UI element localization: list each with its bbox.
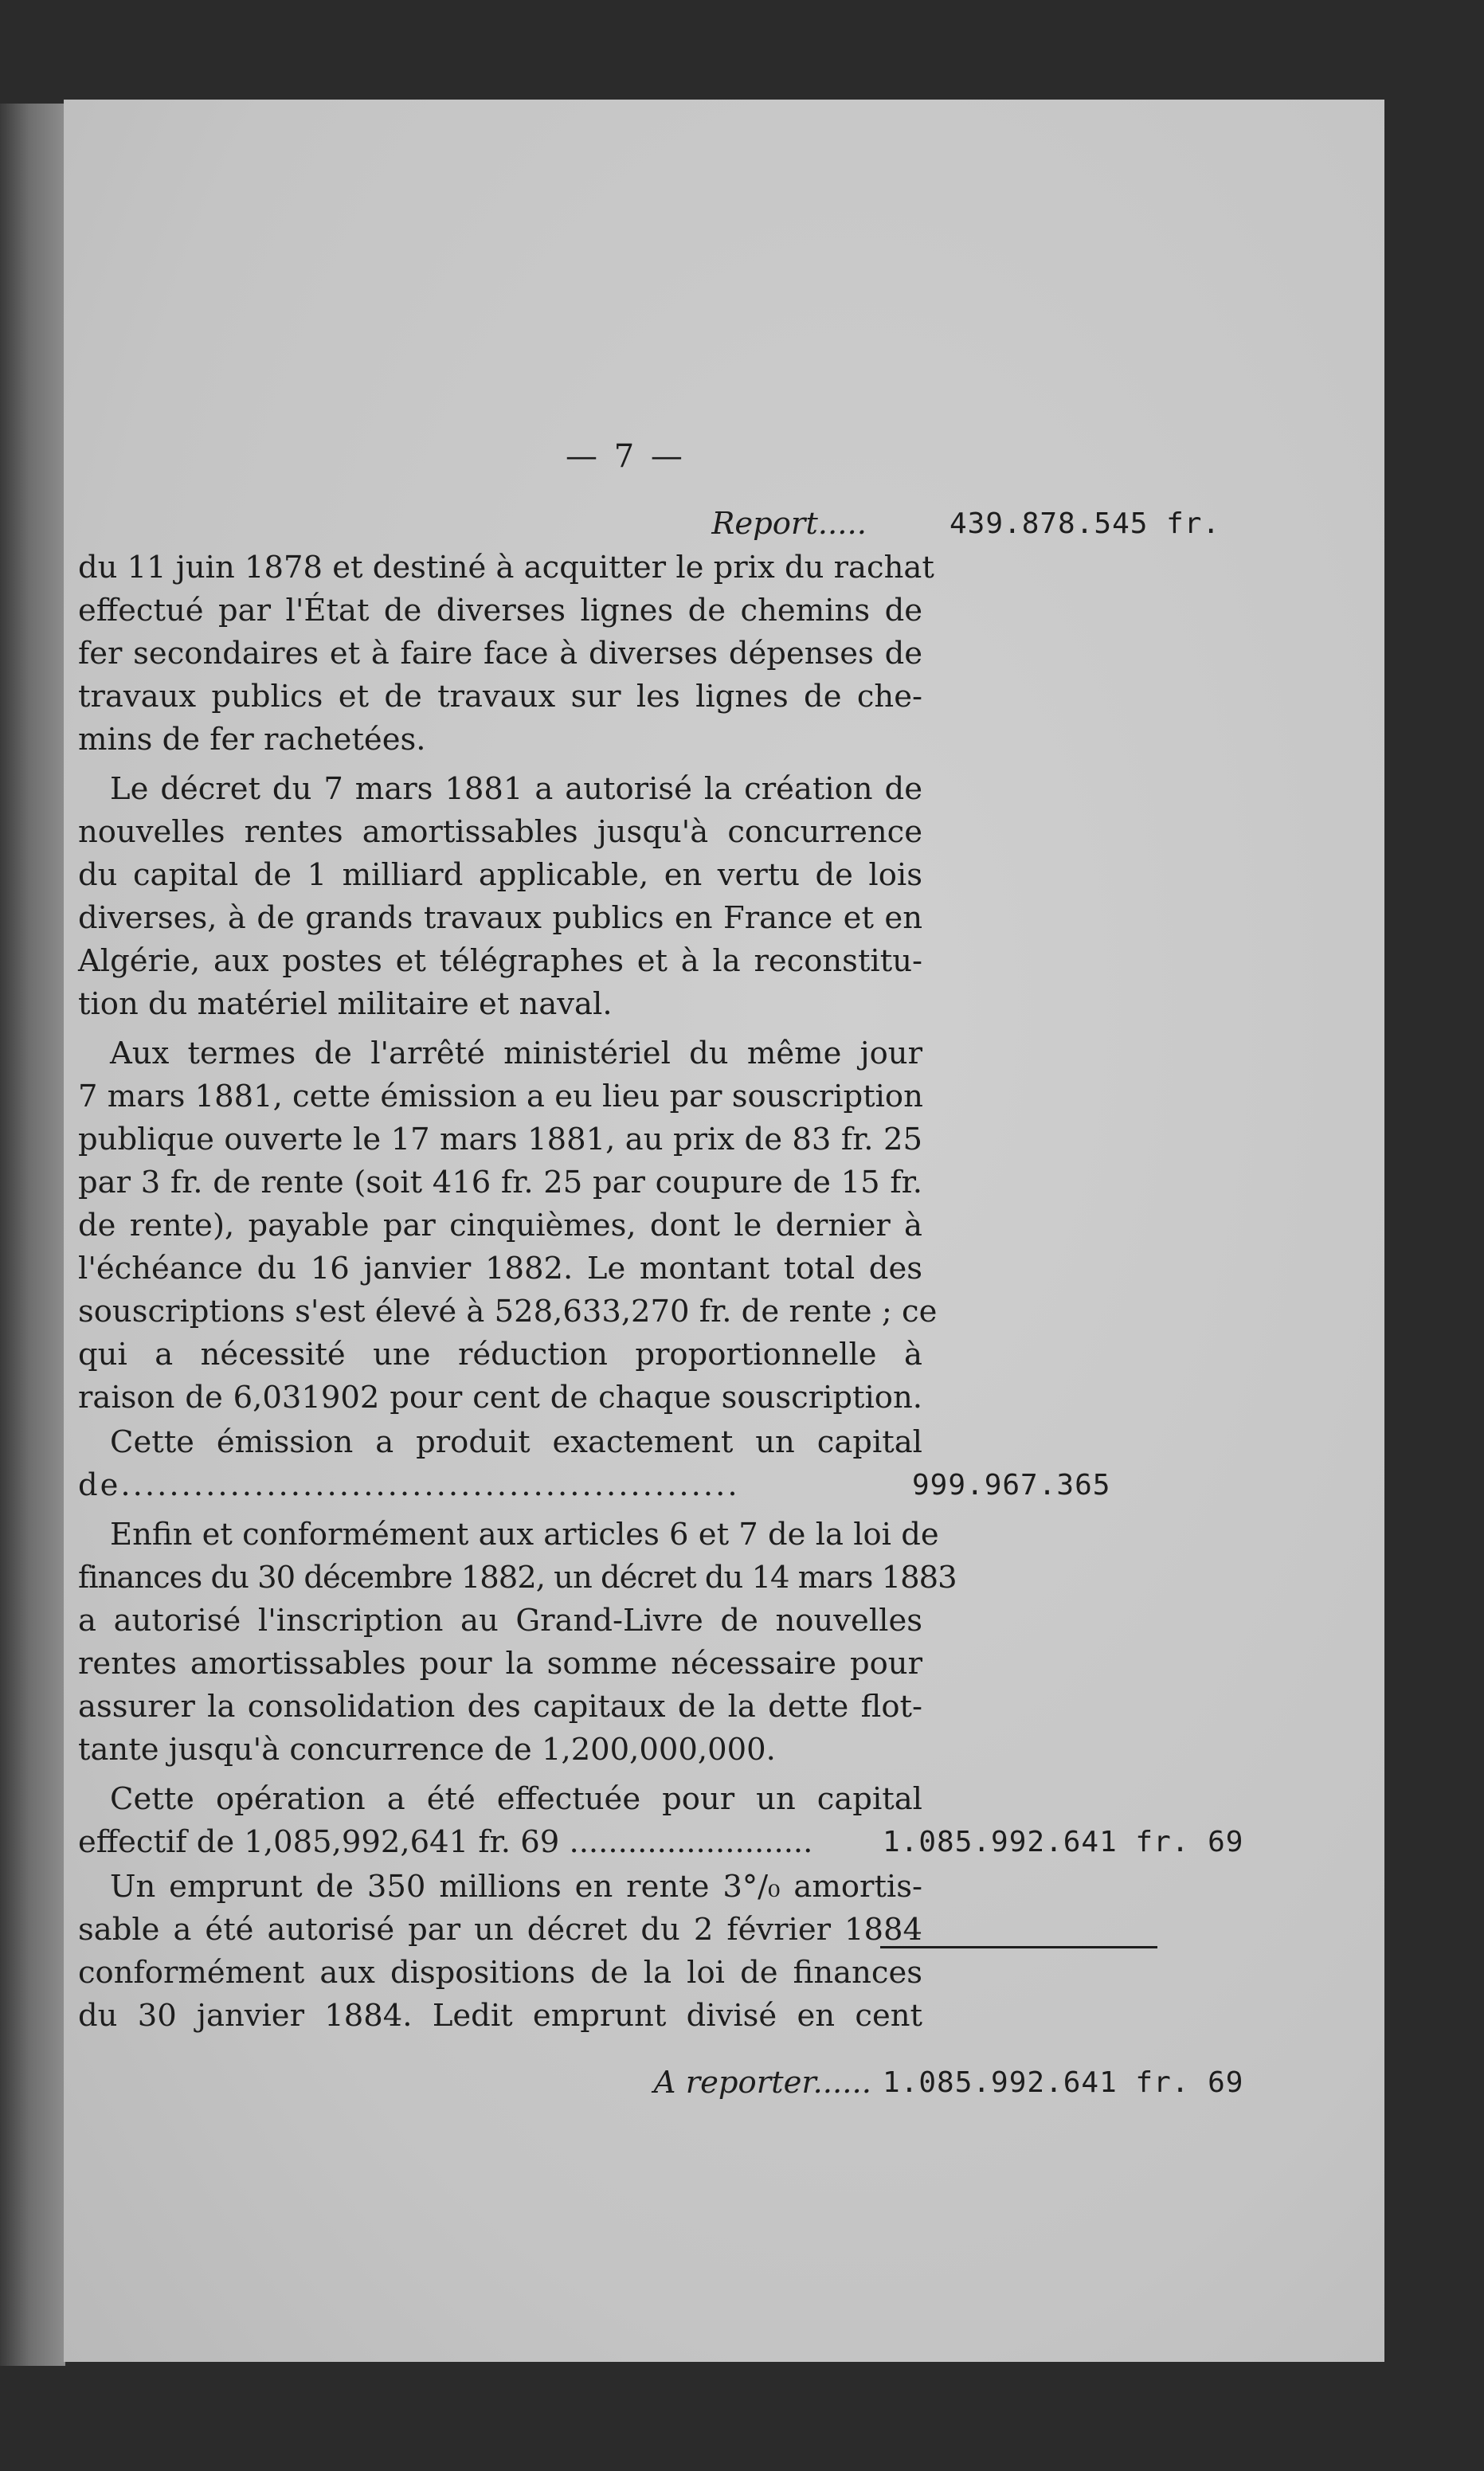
amount-1085: 1.085.992.641 fr. 69 [883,1826,1244,1858]
text-line: tante jusqu'à concurrence de 1,200,000,000. [78,1732,776,1768]
text-line: par 3 fr. de rente (soit 416 fr. 25 par coupure de 15 fr. [78,1165,922,1200]
text-line: finances du 30 décembre 1882, un décret du 14 mars 1883 [78,1560,957,1596]
book-page [64,100,1384,2362]
text-line: nouvelles rentes amortissables jusqu'à concurrence [78,814,922,850]
text-line: fer secondaires et à faire face à diverses dépenses de [78,636,922,672]
text-line: Un emprunt de 350 millions en rente 3°/₀ amortis- [110,1869,922,1905]
text-line: du 30 janvier 1884. Ledit emprunt divisé en cent [78,1998,922,2034]
a-reporter-label: A reporter...... [653,2065,871,2101]
text-line: Le décret du 7 mars 1881 a autorisé la création de [110,771,922,807]
text-line: raison de 6,031902 pour cent de chaque souscription. [78,1380,922,1416]
text-line: conformément aux dispositions de la loi de finances [78,1955,922,1991]
report-amount: 439.878.545 fr. [950,507,1221,540]
total-rule [880,1946,1157,1948]
text-line: travaux publics et de travaux sur les lignes de che- [78,679,922,715]
text-line: 7 mars 1881, cette émission a eu lieu par souscription [78,1079,923,1114]
text-line: du 11 juin 1878 et destiné à acquitter le prix du rachat [78,550,934,585]
text-line: qui a nécessité une réduction proportionnelle à [78,1337,922,1373]
text-line: diverses, à de grands travaux publics en France et en [78,900,922,936]
text-line: tion du matériel militaire et naval. [78,986,613,1022]
a-reporter-amount: 1.085.992.641 fr. 69 [883,2066,1244,2099]
text-line: rentes amortissables pour la somme nécessaire pour [78,1646,922,1682]
text-line-dotted: effectif de 1,085,992,641 fr. 69 ......................... [78,1824,813,1860]
report-label: Report..... [711,506,867,542]
text-line: l'échéance du 16 janvier 1882. Le montant total des [78,1251,922,1286]
text-line: souscriptions s'est élevé à 528,633,270 fr. de rente ; ce [78,1294,938,1329]
amount-999: 999.967.365 [912,1469,1111,1502]
text-line: de rente), payable par cinquièmes, dont le dernier à [78,1208,922,1243]
page-number: — 7 — [566,438,686,475]
text-line: mins de fer rachetées. [78,722,426,758]
text-line-dotted: de................................................... [78,1467,740,1503]
text-line: Aux termes de l'arrêté ministériel du même jour [110,1036,922,1071]
text-line: Cette opération a été effectuée pour un capital [110,1781,922,1817]
book-binding-edge [0,104,65,2366]
text-line: du capital de 1 milliard applicable, en vertu de lois [78,857,922,893]
text-line: publique ouverte le 17 mars 1881, au prix de 83 fr. 25 [78,1122,922,1157]
text-line: a autorisé l'inscription au Grand-Livre de nouvelles [78,1603,922,1639]
text-line: Algérie, aux postes et télégraphes et à la reconstitu- [78,943,922,979]
text-line: Cette émission a produit exactement un capital [110,1424,922,1460]
text-line: assurer la consolidation des capitaux de la dette flot- [78,1689,922,1725]
text-line: Enfin et conformément aux articles 6 et 7 de la loi de [110,1517,939,1553]
text-line: sable a été autorisé par un décret du 2 février 1884 [78,1912,922,1948]
text-line: effectué par l'État de diverses lignes de chemins de [78,593,922,629]
